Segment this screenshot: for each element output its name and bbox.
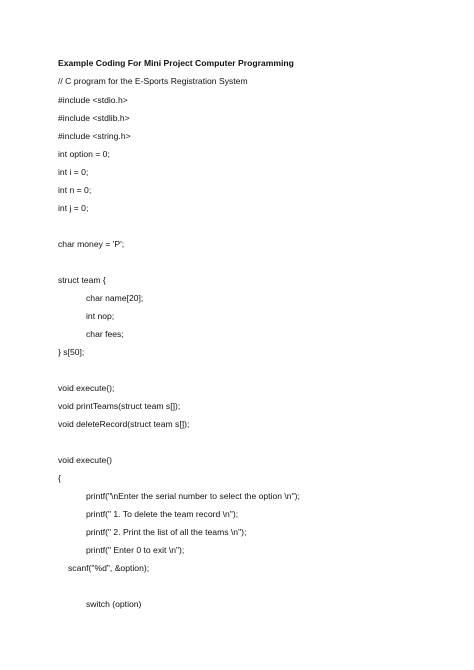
code-struct-team: struct team { (58, 275, 106, 285)
code-char-money: char money = 'P'; (58, 239, 125, 249)
code-printf-delete: printf(" 1. To delete the team record \n"); (86, 509, 239, 519)
code-proto-execute: void execute(); (58, 383, 115, 393)
code-proto-printteams: void printTeams(struct team s[]); (58, 401, 181, 411)
code-struct-fees: char fees; (86, 329, 124, 339)
code-open-brace: { (58, 473, 61, 483)
code-switch: switch (option) (86, 599, 142, 609)
code-include-string: #include <string.h> (58, 131, 131, 141)
code-proto-deleterecord: void deleteRecord(struct team s[]); (58, 419, 190, 429)
code-printf-print: printf(" 2. Print the list of all the teams \n"); (86, 527, 247, 537)
code-include-stdio: #include <stdio.h> (58, 95, 128, 105)
code-printf-exit: printf(" Enter 0 to exit \n"); (86, 545, 185, 555)
code-int-option: int option = 0; (58, 149, 110, 159)
code-struct-end: } s[50]; (58, 347, 85, 357)
code-struct-nop: int nop; (86, 311, 115, 321)
code-int-j: int j = 0; (58, 203, 89, 213)
code-printf-enter: printf("\nEnter the serial number to select the option \n"); (86, 491, 300, 501)
code-int-n: int n = 0; (58, 185, 92, 195)
code-scanf: scanf("%d", &option); (68, 563, 150, 573)
code-struct-name: char name[20]; (86, 293, 144, 303)
code-int-i: int i = 0; (58, 167, 89, 177)
code-include-stdlib: #include <stdlib.h> (58, 113, 130, 123)
code-comment-line: // C program for the E-Sports Registration System (58, 76, 248, 86)
code-func-execute: void execute() (58, 455, 112, 465)
document-title: Example Coding For Mini Project Computer Programming (58, 58, 294, 68)
